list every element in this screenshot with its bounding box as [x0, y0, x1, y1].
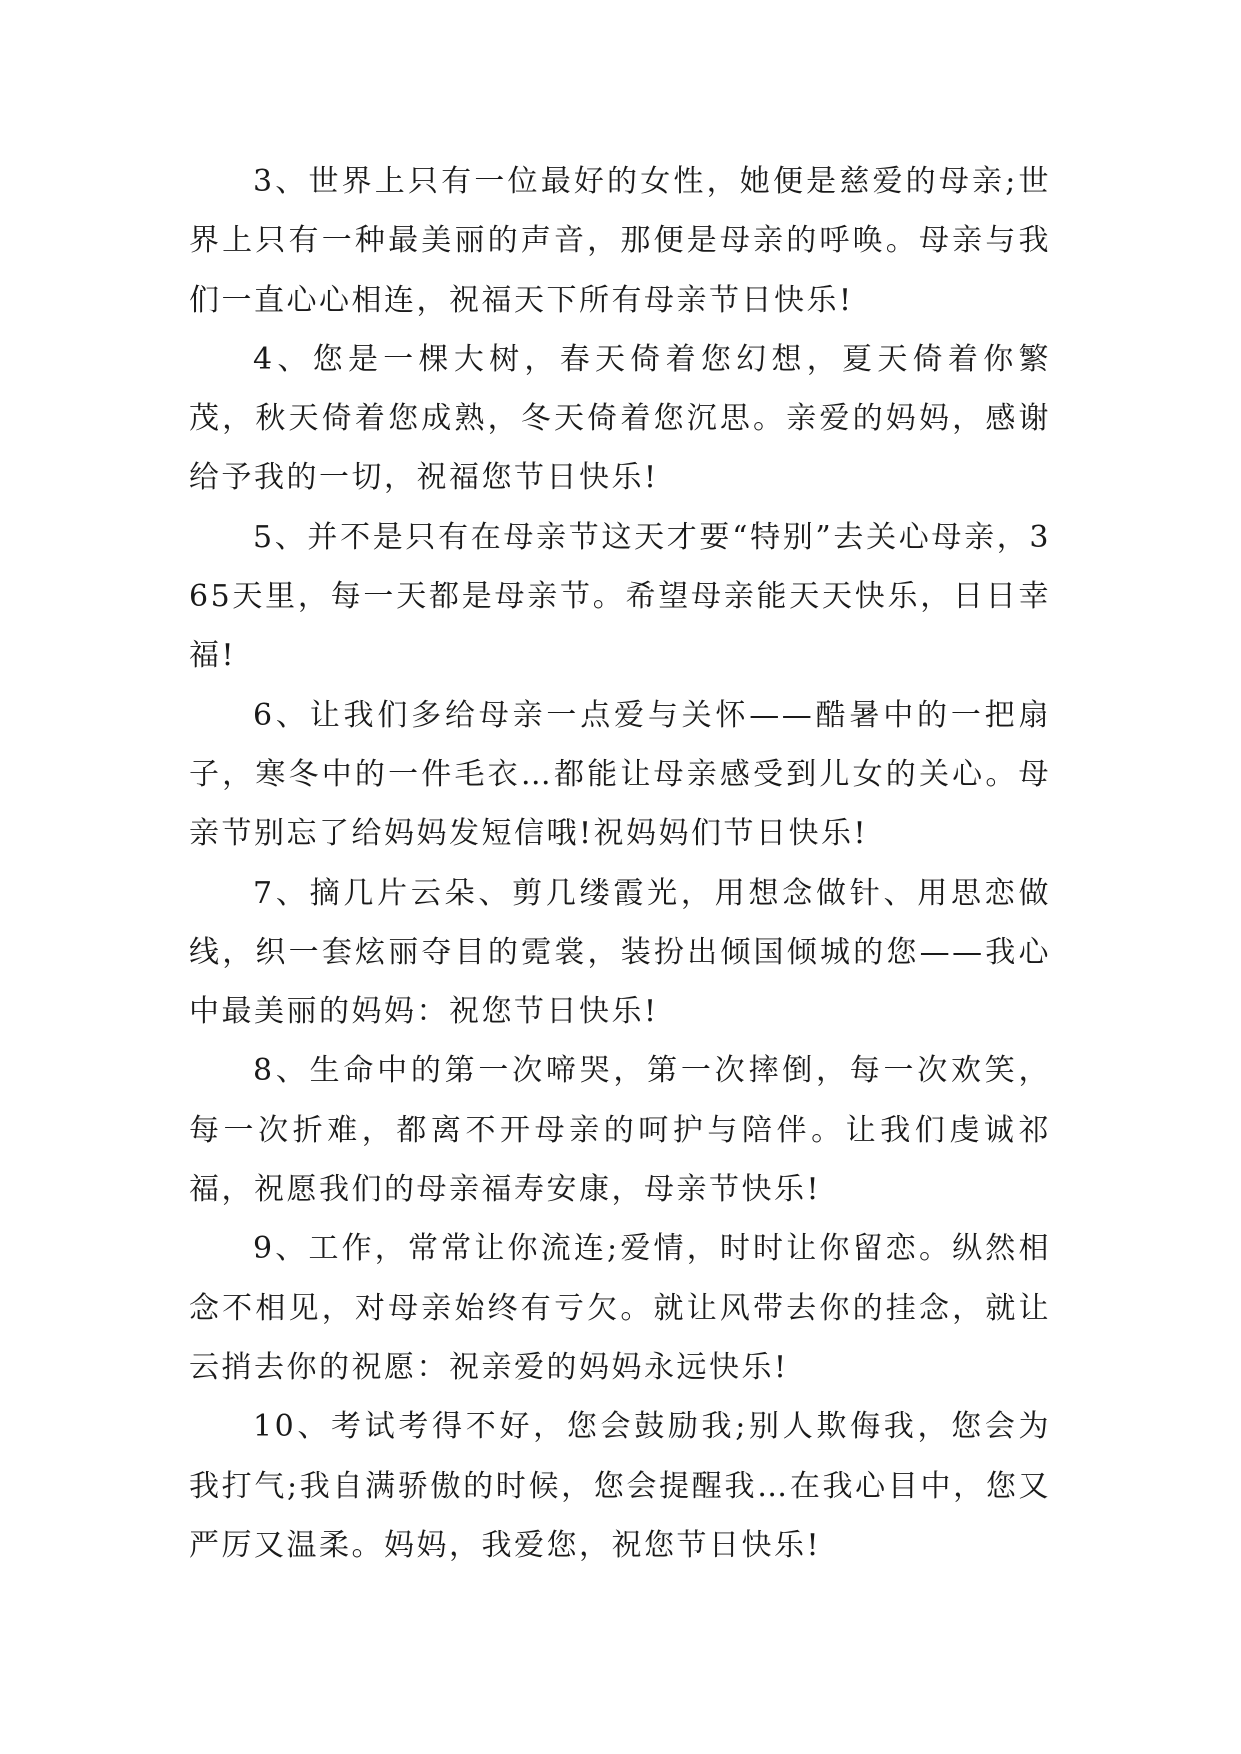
paragraph: 8、生命中的第一次啼哭，第一次摔倒，每一次欢笑，每一次折难，都离不开母亲的呵护与陪伴。让我们虔诚祁福，祝愿我们的母亲福寿安康，母亲节快乐!	[189, 1053, 1051, 1208]
paragraph: 6、让我们多给母亲一点爱与关怀——酷暑中的一把扇子，寒冬中的一件毛衣…都能让母亲感受到儿女的关心。母亲节别忘了给妈妈发短信哦!祝妈妈们节日快乐!	[189, 697, 1051, 852]
paragraph: 4、您是一棵大树，春天倚着您幻想，夏天倚着你繁茂，秋天倚着您成熟，冬天倚着您沉思。亲爱的妈妈，感谢给予我的一切，祝福您节日快乐!	[189, 341, 1051, 496]
paragraph: 3、世界上只有一位最好的女性，她便是慈爱的母亲;世界上只有一种最美丽的声音，那便是母亲的呼唤。母亲与我们一直心心相连，祝福天下所有母亲节日快乐!	[189, 164, 1051, 318]
paragraph: 9、工作，常常让你流连;爱情，时时让你留恋。纵然相念不相见，对母亲始终有亏欠。就让风带去你的挂念，就让云捎去你的祝愿：祝亲爱的妈妈永远快乐!	[189, 1231, 1051, 1385]
paragraph: 5、并不是只有在母亲节这天才要“特别”去关心母亲，365天里，每一天都是母亲节。希望母亲能天天快乐，日日幸福!	[189, 519, 1051, 674]
paragraph: 10、考试考得不好，您会鼓励我;别人欺侮我，您会为我打气;我自满骄傲的时候，您会提醒我…在我心目中，您又严厉又温柔。妈妈，我爱您，祝您节日快乐!	[189, 1409, 1051, 1563]
paragraph: 7、摘几片云朵、剪几缕霞光，用想念做针、用思恋做线，织一套炫丽夺目的霓裳，装扮出倾国倾城的您——我心中最美丽的妈妈：祝您节日快乐!	[189, 875, 1051, 1030]
document-body	[189, 152, 1051, 1575]
